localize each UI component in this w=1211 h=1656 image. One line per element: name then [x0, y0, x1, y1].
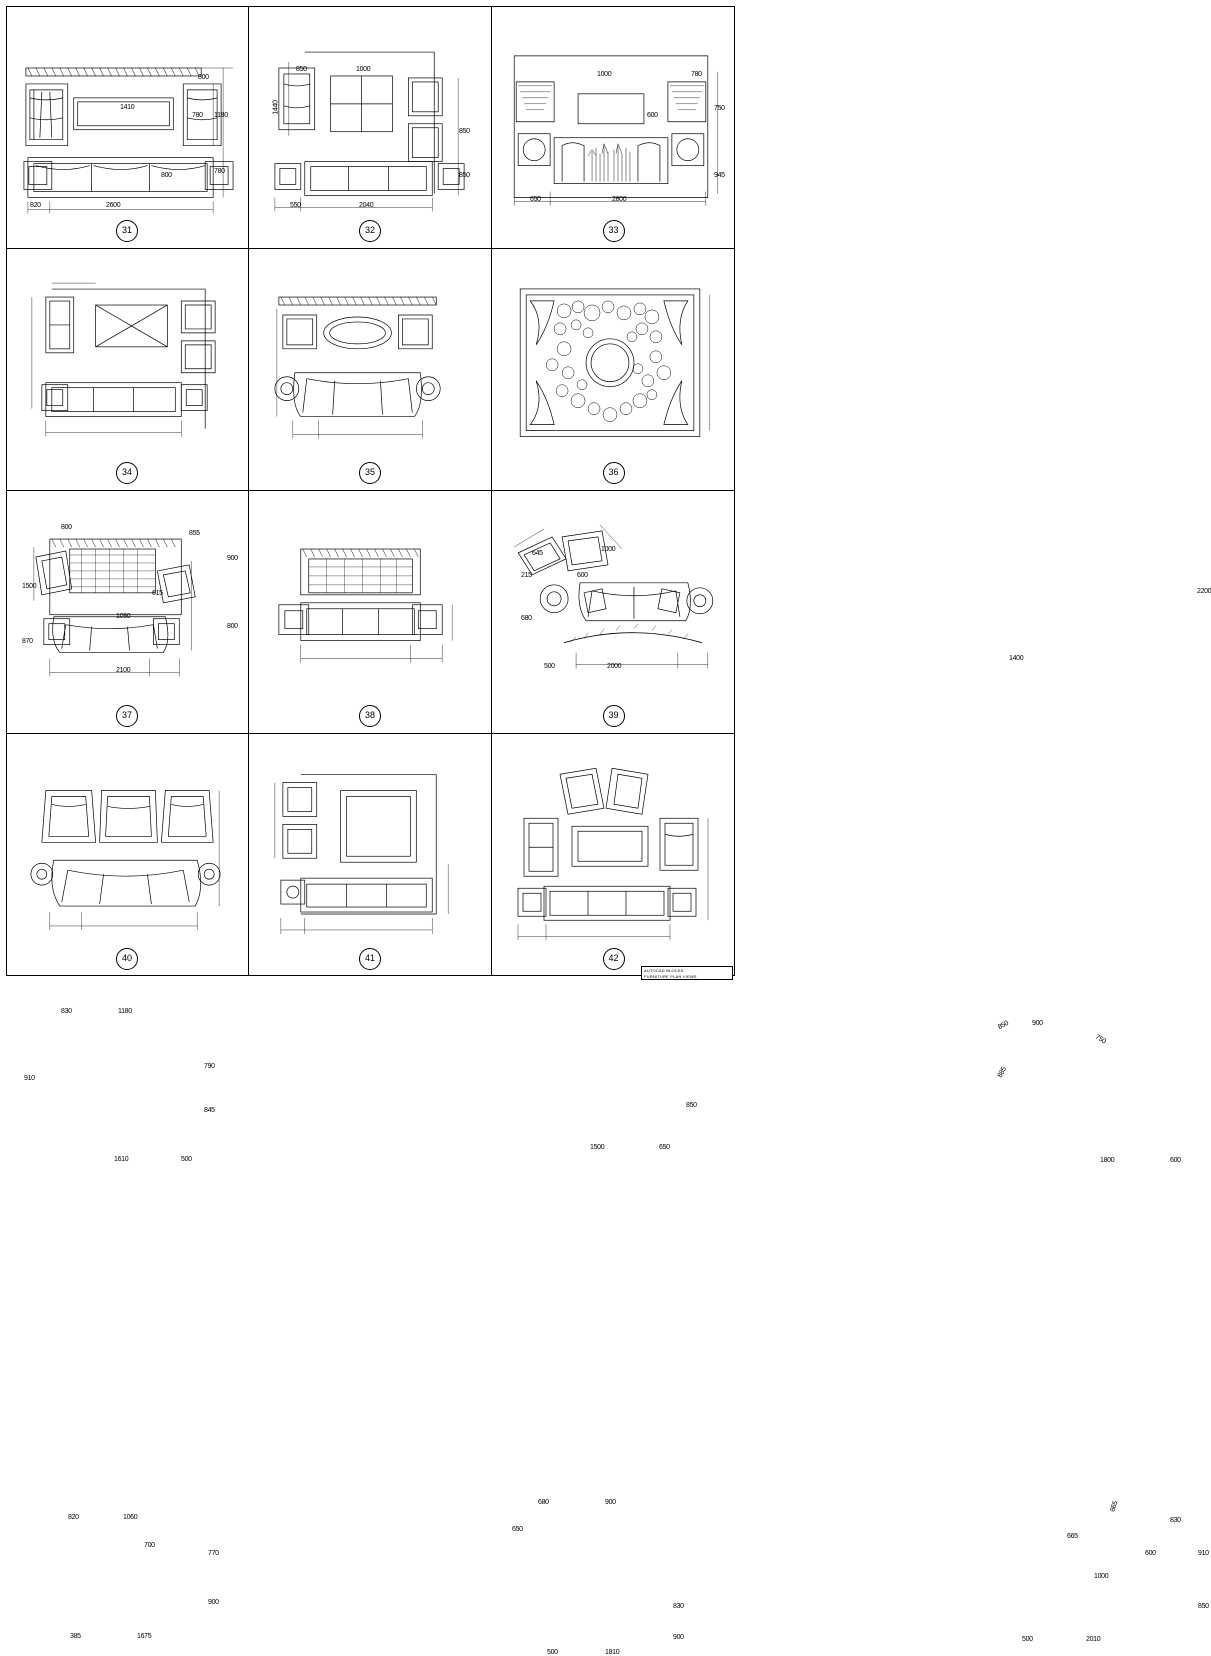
dim-600: 600 — [647, 112, 658, 119]
drawing-41 — [249, 734, 491, 977]
dim-945: 945 — [714, 172, 725, 179]
dim-550: 550 — [290, 202, 301, 209]
block-cell-33[interactable] — [492, 6, 735, 249]
dim-845: 845 — [204, 1107, 215, 1114]
dim-2000: 2000 — [607, 662, 622, 670]
dim-600: 600 — [1170, 1157, 1181, 1164]
block-tag-36: 36 — [603, 462, 625, 484]
dim-1400: 1400 — [1009, 654, 1024, 662]
dim-650: 650 — [530, 196, 541, 203]
dim-800: 800 — [198, 74, 209, 81]
dim-665: 665 — [1067, 1532, 1078, 1540]
dim-1000: 1000 — [597, 71, 612, 78]
dim-850: 850 — [296, 66, 307, 73]
block-cell-31[interactable] — [6, 6, 249, 249]
dim-1610: 1610 — [114, 1156, 129, 1163]
dim-1060: 1060 — [123, 1513, 138, 1521]
drawing-39 — [492, 491, 735, 733]
dim-680: 680 — [521, 614, 532, 622]
dim-850-c: 850 — [459, 172, 470, 179]
title-stamp — [641, 966, 733, 980]
dim-1000: 1000 — [356, 66, 371, 73]
dim-865: 865 — [1109, 1499, 1120, 1513]
dim-650: 650 — [659, 1144, 670, 1151]
block-tag-37: 37 — [116, 705, 138, 727]
dim-1410: 1410 — [120, 104, 135, 111]
dim-830: 830 — [61, 1008, 72, 1015]
dim-215: 215 — [521, 571, 532, 579]
dim-500: 500 — [1022, 1635, 1033, 1643]
dim-855: 855 — [189, 529, 200, 537]
block-tag-31: 31 — [116, 220, 138, 242]
drawing-37 — [6, 491, 248, 733]
dim-1440: 1440 — [272, 100, 280, 115]
block-tag-39: 39 — [603, 705, 625, 727]
dim-1000: 1000 — [601, 545, 616, 553]
dim-820: 820 — [68, 1513, 79, 1521]
dim-2100: 2100 — [116, 666, 131, 674]
dim-910: 910 — [1198, 1549, 1209, 1557]
dim-820: 820 — [30, 202, 41, 209]
dim-700: 700 — [144, 1541, 155, 1549]
dim-780-b: 780 — [214, 168, 225, 175]
block-cell-32[interactable] — [249, 6, 492, 249]
dim-650: 650 — [512, 1525, 523, 1533]
dim-615: 615 — [152, 589, 163, 597]
block-tag-42: 42 — [603, 948, 625, 970]
dim-645: 645 — [532, 549, 543, 557]
stamp-line-1: AUTOCAD BLOCKS — [644, 968, 684, 973]
dim-2600: 2600 — [106, 202, 121, 209]
dim-1800: 1800 — [1100, 1157, 1115, 1164]
dim-830: 830 — [673, 1602, 684, 1610]
dim-1810: 1810 — [605, 1648, 620, 1656]
dim-750: 750 — [714, 105, 725, 112]
drawing-36 — [492, 249, 735, 491]
drawing-33 — [492, 6, 735, 248]
dim-2800: 2800 — [612, 196, 627, 203]
dim-850: 850 — [1198, 1602, 1209, 1610]
block-tag-34: 34 — [116, 462, 138, 484]
block-tag-38: 38 — [359, 705, 381, 727]
block-tag-40: 40 — [116, 948, 138, 970]
dim-780: 780 — [192, 112, 203, 119]
dim-850: 850 — [996, 1019, 1010, 1032]
drawing-34 — [6, 249, 248, 491]
block-tag-32: 32 — [359, 220, 381, 242]
drawing-35 — [249, 249, 491, 491]
dim-790: 790 — [204, 1063, 215, 1070]
dim-900: 900 — [208, 1598, 219, 1606]
drawing-31 — [6, 6, 248, 248]
dim-1000: 1000 — [1094, 1572, 1109, 1580]
block-cell-34[interactable] — [6, 249, 249, 674]
drawing-40 — [6, 734, 248, 977]
dim-385: 385 — [70, 1632, 81, 1640]
dim-750: 750 — [1093, 1033, 1107, 1046]
dim-600: 600 — [577, 571, 588, 579]
stamp-line-2: FURNITURE PLAN VIEWS — [644, 974, 697, 979]
drawing-32 — [249, 6, 491, 248]
dim-2010: 2010 — [1086, 1635, 1101, 1643]
dim-600: 600 — [1145, 1549, 1156, 1557]
dim-500: 500 — [547, 1648, 558, 1656]
dim-680: 680 — [538, 1498, 549, 1506]
dim-850: 850 — [686, 1102, 697, 1109]
dim-900: 900 — [1032, 1020, 1043, 1027]
dim-500: 500 — [544, 662, 555, 670]
dim-900: 900 — [227, 554, 238, 562]
dim-1180: 1180 — [118, 1008, 132, 1015]
dim-850-b: 850 — [459, 128, 470, 135]
block-tag-33: 33 — [603, 220, 625, 242]
dim-1500: 1500 — [590, 1144, 605, 1151]
dim-910: 910 — [24, 1075, 35, 1082]
drawing-38 — [249, 491, 491, 733]
dim-2200: 2200 — [1197, 587, 1211, 595]
dim-830: 830 — [1170, 1516, 1181, 1524]
dim-870: 870 — [22, 637, 33, 645]
dim-1500: 1500 — [22, 582, 37, 590]
dim-2040: 2040 — [359, 202, 374, 209]
dim-885: 885 — [996, 1066, 1009, 1079]
dim-900: 900 — [605, 1498, 616, 1506]
block-tag-35: 35 — [359, 462, 381, 484]
dim-800: 800 — [61, 523, 72, 531]
dim-1090: 1090 — [116, 612, 131, 620]
drawing-42 — [492, 734, 735, 977]
dim-780: 780 — [691, 71, 702, 78]
dim-800-b: 800 — [227, 622, 238, 630]
dim-1675: 1675 — [137, 1632, 152, 1640]
dim-900-b: 900 — [673, 1633, 684, 1641]
block-tag-41: 41 — [359, 948, 381, 970]
dim-500: 500 — [181, 1156, 192, 1163]
dim-800-b: 800 — [161, 172, 172, 179]
dim-770: 770 — [208, 1549, 219, 1557]
dim-1180: 1180 — [214, 112, 228, 119]
